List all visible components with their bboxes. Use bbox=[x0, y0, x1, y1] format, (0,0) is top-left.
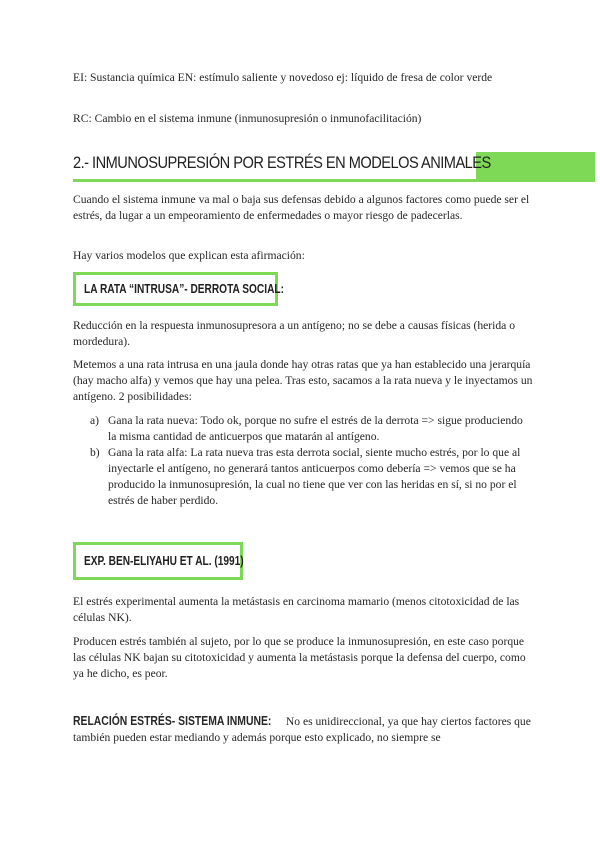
paragraph-reduccion: Reducción en la respuesta inmunosupresora a un antígeno; no se debe a causas físicas (herida o mordedura). bbox=[73, 319, 516, 348]
subheading-rata: LA RATA “INTRUSA”- DERROTA SOCIAL: bbox=[84, 281, 284, 296]
list-item-text: Gana la rata alfa: La rata nueva tras esta derrota social, siente mucho estrés, por lo que al inyectarle el antígeno, no generará tantos anticuerpos como debería => vemos que se ha producido la inmunosupresión, la cual no tiene que ver con las heridas en sí, si no por el estrés de haber perdido. bbox=[108, 446, 521, 507]
list-item bbox=[90, 413, 530, 445]
paragraph-intro: Cuando el sistema inmune va mal o baja sus defensas debido a algunos factores como puede ser el estrés, da lugar a un empeoramiento de enfermedades o mayor riesgo de padecerlas. bbox=[73, 193, 530, 222]
paragraph-models: Hay varios modelos que explican esta afirmación: bbox=[73, 249, 305, 262]
section-heading bbox=[73, 152, 595, 182]
subheading-box-exp bbox=[73, 542, 243, 580]
possibilities-list bbox=[90, 413, 530, 509]
heading-highlight bbox=[476, 152, 595, 179]
relacion-text: No es unidireccional, ya que hay ciertos factores que también pueden estar mediando y además porque esto explicado, no siempre se bbox=[73, 715, 531, 744]
paragraph-ei: EI: Sustancia química EN: estímulo saliente y novedoso ej: líquido de fresa de color verde bbox=[73, 71, 493, 84]
list-item-text: Gana la rata nueva: Todo ok, porque no sufre el estrés de la derrota => sigue produciendo la misma cantidad de anticuerpos que matarán al antígeno. bbox=[108, 414, 523, 443]
paragraph-producen: Producen estrés también al sujeto, por lo que se produce la inmunosupresión, en este caso porque las células NK bajan su citotoxicidad y aumenta la metástasis porque la defensa del cuerpo, como ya he dicho, es peor. bbox=[73, 635, 526, 680]
paragraph-rc: RC: Cambio en el sistema inmune (inmunosupresión o inmunofacilitación) bbox=[73, 112, 422, 125]
paragraph-metemos: Metemos a una rata intrusa en una jaula donde hay otras ratas que ya han establecido una jerarquía (hay macho alfa) y vemos que hay una pelea. Tras esto, sacamos a la rata nueva y le inyectamos un antígeno. 2 posibilidades: bbox=[73, 358, 533, 403]
paragraph-relacion bbox=[73, 713, 533, 746]
list-marker: a) bbox=[90, 414, 100, 427]
relacion-heading: RELACIÓN ESTRÉS- SISTEMA INMUNE: bbox=[73, 713, 272, 728]
section-title: 2.- INMUNOSUPRESIÓN POR ESTRÉS EN MODELOS ANIMALES bbox=[73, 153, 491, 172]
subheading-exp: EXP. BEN-ELIYAHU ET AL. (1991) bbox=[84, 553, 244, 568]
subheading-box-rata bbox=[73, 272, 284, 306]
list-item bbox=[90, 445, 530, 509]
list-marker: b) bbox=[90, 446, 100, 459]
paragraph-estres: El estrés experimental aumenta la metástasis en carcinoma mamario (menos citotoxicidad de las células NK). bbox=[73, 595, 520, 624]
